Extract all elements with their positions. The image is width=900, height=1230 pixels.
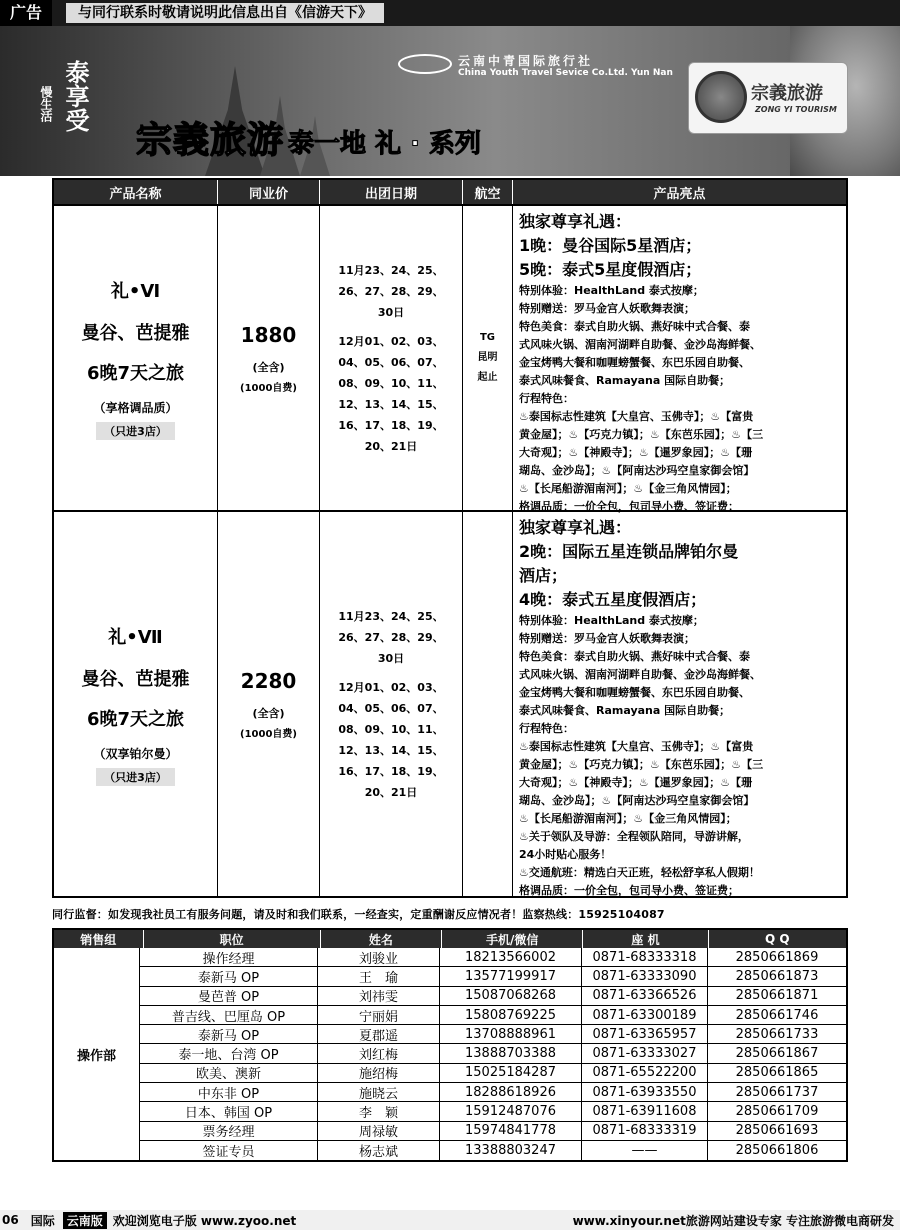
agency-logo-icon	[398, 54, 452, 74]
cell-mobile: 18213566002	[440, 948, 582, 966]
header-cell: 职位	[144, 930, 321, 948]
agency-name: 云南中青国际旅行社	[458, 54, 594, 68]
contacts-table	[52, 928, 848, 1162]
cell-name: 施绍梅	[318, 1064, 440, 1082]
cell-qq: 2850661746	[735, 1007, 819, 1023]
price-value: 2280	[240, 668, 297, 693]
product-name-cell	[54, 512, 218, 896]
table-row	[140, 967, 846, 986]
header-cell: 手机/微信	[442, 930, 583, 948]
logo-name-en: ZONG YI TOURISM	[755, 105, 837, 114]
highlight-line: 行程特色：	[519, 392, 574, 405]
cell-qq: 2850661873	[735, 968, 819, 984]
zongyi-logo	[688, 62, 848, 134]
contacts-rows	[140, 948, 846, 1160]
header-cell: Q Q	[765, 932, 790, 946]
list-line: 昆明	[477, 352, 498, 363]
contacts-body	[54, 948, 846, 1160]
highlight-line: 24小时贴心服务！	[519, 848, 612, 861]
cell-name: 周禄敏	[318, 1122, 440, 1140]
highlight-headline: 5晚：泰式5星度假酒店；	[519, 260, 702, 279]
cell-mobile: 15025184287	[440, 1064, 582, 1082]
product-grade: （双享铂尔曼）	[93, 746, 178, 761]
cell-role: 曼芭普 OP	[140, 987, 318, 1005]
list-line: 08、09、10、11、	[338, 722, 444, 736]
highlight-line: 行程特色：	[519, 722, 574, 735]
ad-bar	[0, 0, 900, 26]
list-line: 起止	[477, 372, 498, 383]
cell-qq: 2850661806	[735, 1143, 819, 1159]
highlight-line: 特别体验：HealthLand 泰式按摩；	[519, 284, 704, 297]
cell-phone: 0871-63333027	[582, 1044, 708, 1062]
list-line: 16、17、18、19、	[338, 418, 444, 432]
highlight-line: 黄金屋】；♨【巧克力镇】；♨【东芭乐园】；♨【三	[519, 758, 764, 771]
product-table-header	[54, 180, 846, 204]
product-route: 曼谷、芭提雅	[81, 668, 190, 690]
cell-name: 王 瑜	[318, 967, 440, 985]
cell-phone: 0871-63911608	[582, 1102, 708, 1120]
cell-role: 票务经理	[140, 1122, 318, 1140]
price-note: (全含)	[252, 706, 285, 720]
cell-qq: 2850661871	[735, 988, 819, 1004]
price-own-expense: (1000自费)	[240, 728, 297, 740]
header-cell: 产品名称	[54, 180, 218, 204]
product-table	[52, 178, 848, 898]
airline-cell	[463, 512, 513, 896]
header-cell: 销售组	[54, 930, 144, 948]
cell-role: 日本、韩国 OP	[140, 1102, 318, 1120]
cell-phone: 0871-63365957	[582, 1025, 708, 1043]
cell-name: 夏郡遥	[318, 1025, 440, 1043]
highlight-line: 特别体验：HealthLand 泰式按摩；	[519, 614, 704, 627]
list-line: 30日	[377, 305, 405, 319]
highlight-line: ♨关于领队及导游：全程领队陪同，导游讲解，	[519, 830, 749, 843]
highlight-line: 式风味火锅、湄南河湖畔自助餐、金沙岛海鲜餐、	[519, 338, 761, 351]
header-cell: 座 机	[583, 930, 708, 948]
header-cell: 出团日期	[320, 180, 463, 204]
highlight-headline: 酒店；	[519, 566, 568, 585]
price-own-expense: (1000自费)	[240, 382, 297, 394]
cell-phone: 0871-63333090	[582, 967, 708, 985]
cell-mobile: 13888703388	[440, 1044, 582, 1062]
cell-role: 操作经理	[140, 948, 318, 966]
list-line: 16、17、18、19、	[338, 764, 444, 778]
highlight-line: 金宝烤鸭大餐和咖喱螃蟹餐、东巴乐园自助餐、	[519, 356, 750, 369]
product-days: 6晚7天之旅	[86, 362, 185, 384]
list-line: 20、21日	[364, 439, 418, 453]
product-stores: （只进3店）	[96, 768, 175, 786]
cell-name: 刘红梅	[318, 1044, 440, 1062]
table-row	[140, 1044, 846, 1063]
footer-welcome: 欢迎浏览电子版 www.zyoo.net	[112, 1213, 297, 1228]
list-line: 04、05、06、07、	[338, 701, 444, 715]
highlight-headline: 2晚：国际五星连锁品牌铂尔曼	[519, 542, 739, 561]
price-note: (全含)	[252, 360, 285, 374]
highlight-line: ♨交通航班：精选白天正班，轻松舒享私人假期！	[519, 866, 760, 879]
highlight-headline: 4晚：泰式五星度假酒店；	[519, 590, 707, 609]
list-line: 12、13、14、15、	[338, 743, 444, 757]
supervision-notice: 同行监督：如发现我社员工有服务问题，请及时和我们联系，一经查实，定重酬谢反应情况者！监察热线：15925104087	[52, 908, 665, 921]
cell-name: 刘祎雯	[318, 987, 440, 1005]
highlight-line: 瑚岛、金沙岛】；♨【阿南达沙玛空皇家御会馆】	[519, 794, 755, 807]
cell-phone: 0871-65522200	[582, 1064, 708, 1082]
highlight-line: ♨泰国标志性建筑【大皇宫、玉佛寺】；♨【富贵	[519, 410, 754, 423]
cell-phone: 0871-63300189	[582, 1006, 708, 1024]
list-line: 26、27、28、29、	[338, 630, 444, 644]
page-number: 06	[2, 1213, 19, 1227]
table-row	[140, 1141, 846, 1160]
table-row	[140, 1102, 846, 1121]
highlight-headline: 1晚：曼谷国际5星酒店；	[519, 236, 702, 255]
dates-cell	[320, 206, 463, 510]
cell-qq: 2850661733	[735, 1026, 819, 1042]
cell-phone: 0871-63366526	[582, 987, 708, 1005]
highlights-detail	[519, 612, 840, 900]
price-cell	[218, 512, 320, 896]
cell-qq: 2850661869	[735, 949, 819, 965]
highlight-line: 特色美食：泰式自助火锅、燕好味中式合餐、泰	[519, 320, 750, 333]
series-title: 泰一地 礼 · 系列	[288, 129, 482, 159]
cell-mobile: 13577199917	[440, 967, 582, 985]
table-row	[140, 1006, 846, 1025]
highlight-line: 格调品质：一价全包，包司导小费、签证费；	[519, 500, 739, 513]
cell-mobile: 13388803247	[440, 1141, 582, 1160]
agency-name-en: China Youth Travel Sevice Co.Ltd. Yun Nan	[458, 68, 673, 78]
highlights-big	[519, 516, 840, 612]
cell-qq: 2850661867	[735, 1046, 819, 1062]
logo-name: 宗義旅游	[751, 83, 823, 104]
footprint-icon	[695, 71, 747, 123]
highlight-headline: 独家尊享礼遇：	[519, 212, 632, 231]
page-title	[136, 112, 481, 163]
highlights-cell	[513, 206, 846, 513]
product-grade: （享格调品质）	[93, 400, 178, 415]
highlight-line: ♨泰国标志性建筑【大皇宫、玉佛寺】；♨【富贵	[519, 740, 754, 753]
highlight-line: 金宝烤鸭大餐和咖喱螃蟹餐、东巴乐园自助餐、	[519, 686, 750, 699]
highlight-line: 大奇观】；♨【神殿寺】；♨【暹罗象园】；♨【珊	[519, 446, 753, 459]
cell-mobile: 18288618926	[440, 1083, 582, 1101]
cell-role: 中东非 OP	[140, 1083, 318, 1101]
highlight-line: ♨【长尾船游湄南河】；♨【金三角风情园】；	[519, 482, 737, 495]
highlights-cell	[513, 512, 846, 896]
list-line: TG	[479, 332, 496, 343]
list-line: 30日	[377, 651, 405, 665]
highlights-big	[519, 210, 840, 282]
edition-badge: 云南版	[63, 1212, 107, 1229]
highlights-detail	[519, 282, 840, 516]
ad-tag: 广告	[0, 0, 52, 26]
list-line: 11月23、24、25、	[338, 263, 444, 277]
list-line: 04、05、06、07、	[338, 355, 444, 369]
cell-role: 泰新马 OP	[140, 1025, 318, 1043]
product-code: 礼•Ⅵ	[110, 280, 161, 302]
section-label: 国际	[30, 1213, 55, 1228]
cell-role: 签证专员	[140, 1141, 318, 1160]
contacts-header	[54, 930, 846, 948]
highlight-line: 瑚岛、金沙岛】；♨【阿南达沙玛空皇家御会馆】	[519, 464, 755, 477]
product-row	[54, 510, 846, 896]
cell-name: 李 颖	[318, 1102, 440, 1120]
highlight-line: 泰式风味餐食、Ramayana 国际自助餐；	[519, 704, 731, 717]
table-row	[140, 1025, 846, 1044]
cell-qq: 2850661693	[735, 1123, 819, 1139]
header-cell: 姓名	[321, 930, 442, 948]
highlight-line: 特别赠送：罗马金宫人妖歌舞表演；	[519, 632, 695, 645]
table-row	[140, 987, 846, 1006]
brand-title: 宗義旅游	[136, 120, 285, 161]
cell-name: 施晓云	[318, 1083, 440, 1101]
cell-phone: ——	[582, 1141, 708, 1160]
cell-name: 宁丽娟	[318, 1006, 440, 1024]
cell-role: 泰新马 OP	[140, 967, 318, 985]
list-line: 08、09、10、11、	[338, 376, 444, 390]
cell-phone: 0871-63933550	[582, 1083, 708, 1101]
price-cell	[218, 206, 320, 510]
table-row	[140, 948, 846, 967]
highlight-line: 泰式风味餐食、Ramayana 国际自助餐；	[519, 374, 731, 387]
footer	[0, 1210, 900, 1230]
cell-role: 普吉线、巴厘岛 OP	[140, 1006, 318, 1024]
cell-qq: 2850661737	[735, 1084, 819, 1100]
cell-mobile: 15087068268	[440, 987, 582, 1005]
cell-mobile: 15912487076	[440, 1102, 582, 1120]
list-line: 12月01、02、03、	[338, 334, 444, 348]
list-line: 20、21日	[364, 785, 418, 799]
cell-name: 刘骏业	[318, 948, 440, 966]
cell-name: 杨志斌	[318, 1141, 440, 1160]
product-name-cell	[54, 206, 218, 510]
footer-right: www.xinyour.net旅游网站建设专家 专注旅游微电商研发	[572, 1213, 894, 1228]
vertical-slogan: 泰享受	[61, 60, 90, 132]
airline-cell	[463, 206, 513, 510]
list-line: 12月01、02、03、	[338, 680, 444, 694]
table-row	[140, 1064, 846, 1083]
price-value: 1880	[240, 322, 297, 347]
cell-role: 欧美、澳新	[140, 1064, 318, 1082]
table-row	[140, 1122, 846, 1141]
header-cell: 同业价	[218, 180, 320, 204]
cell-qq: 2850661709	[735, 1104, 819, 1120]
highlight-line: 大奇观】；♨【神殿寺】；♨【暹罗象园】；♨【珊	[519, 776, 753, 789]
cell-role: 泰一地、台湾 OP	[140, 1044, 318, 1062]
product-route: 曼谷、芭提雅	[81, 322, 190, 344]
header-cell: 航空	[463, 180, 513, 204]
ad-note: 与同行联系时敬请说明此信息出自《信游天下》	[66, 3, 384, 23]
cell-phone: 0871-68333318	[582, 948, 708, 966]
list-line: 12、13、14、15、	[338, 397, 444, 411]
cell-mobile: 13708888961	[440, 1025, 582, 1043]
agency-block	[398, 52, 688, 96]
cell-phone: 0871-68333319	[582, 1122, 708, 1140]
cell-qq: 2850661865	[735, 1065, 819, 1081]
product-stores: （只进3店）	[96, 422, 175, 440]
highlight-line: 特别赠送：罗马金宫人妖歌舞表演；	[519, 302, 695, 315]
banner	[0, 26, 900, 176]
table-row	[140, 1083, 846, 1102]
list-line: 11月23、24、25、	[338, 609, 444, 623]
department-cell: 操作部	[54, 948, 140, 1160]
header-cell: 产品亮点	[653, 186, 706, 202]
highlight-line: ♨【长尾船游湄南河】；♨【金三角风情园】；	[519, 812, 737, 825]
cell-mobile: 15974841778	[440, 1122, 582, 1140]
list-line: 26、27、28、29、	[338, 284, 444, 298]
highlight-headline: 独家尊享礼遇：	[519, 518, 632, 537]
dates-cell	[320, 512, 463, 896]
product-code: 礼•Ⅶ	[108, 626, 163, 648]
product-days: 6晚7天之旅	[86, 708, 185, 730]
highlight-line: 黄金屋】；♨【巧克力镇】；♨【东芭乐园】；♨【三	[519, 428, 764, 441]
vertical-tagline: 慢生活	[39, 86, 53, 122]
highlight-line: 式风味火锅、湄南河湖畔自助餐、金沙岛海鲜餐、	[519, 668, 761, 681]
cell-mobile: 15808769225	[440, 1006, 582, 1024]
highlight-line: 特色美食：泰式自助火锅、燕好味中式合餐、泰	[519, 650, 750, 663]
product-row	[54, 204, 846, 513]
highlight-line: 格调品质：一价全包，包司导小费、签证费；	[519, 884, 739, 897]
